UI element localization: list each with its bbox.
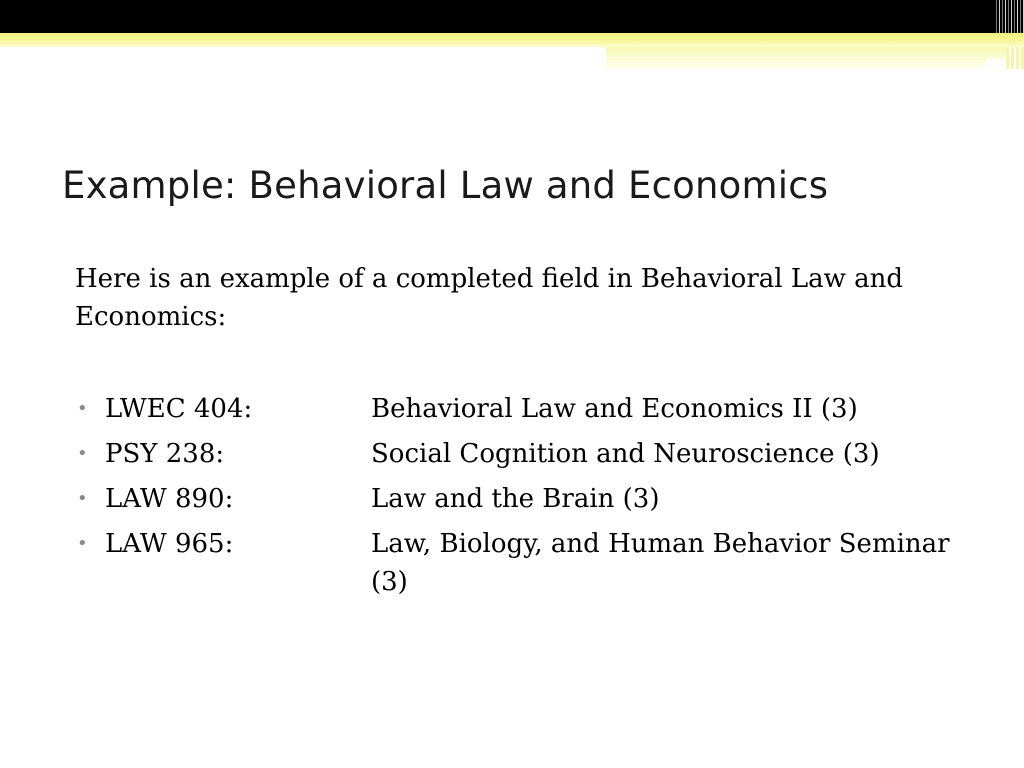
accent-band-secondary <box>606 47 1024 59</box>
bullet-icon: • <box>77 398 88 419</box>
course-name: Behavioral Law and Economics II (3) <box>371 394 858 424</box>
bullet-icon: • <box>77 488 88 509</box>
bullet-icon: • <box>77 533 88 554</box>
course-item-law-890 <box>75 480 975 518</box>
top-decorative-bar <box>0 0 1024 33</box>
course-code: PSY 238: <box>105 439 225 469</box>
bullet-icon: • <box>77 443 88 464</box>
course-code: LAW 890: <box>105 484 234 514</box>
slide-title: Example: Behavioral Law and Economics <box>62 164 829 207</box>
course-name: Law and the Brain (3) <box>371 484 660 514</box>
course-list <box>75 390 975 608</box>
accent-band <box>0 33 1024 47</box>
course-name: Social Cognition and Neuroscience (3) <box>371 439 880 469</box>
course-item-law-965 <box>75 525 975 601</box>
course-code: LAW 965: <box>105 529 234 559</box>
course-code: LWEC 404: <box>105 394 253 424</box>
course-item-lwec-404 <box>75 390 975 428</box>
accent-stripes-right <box>1006 47 1024 69</box>
top-stripes-decoration <box>994 0 1024 33</box>
course-item-psy-238 <box>75 435 975 473</box>
intro-text: Here is an example of a completed field in Behavioral Law and Economics: <box>75 264 904 332</box>
accent-band-tertiary <box>606 59 986 69</box>
course-name: Law, Biology, and Human Behavior Seminar (3) <box>371 529 950 597</box>
